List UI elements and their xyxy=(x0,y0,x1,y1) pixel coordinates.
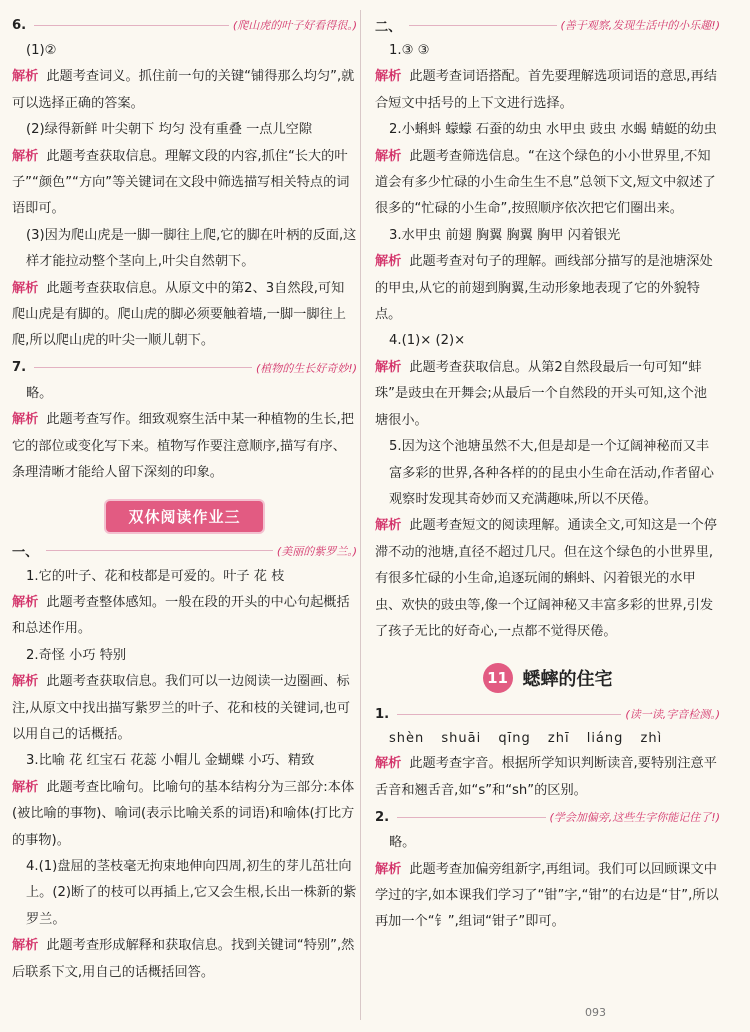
analysis-label: 解析 xyxy=(12,779,39,795)
question-hint: (读一读,字音检测。) xyxy=(625,708,720,722)
column-divider xyxy=(360,10,361,1020)
section-1-header xyxy=(12,538,357,564)
question-number: 1. xyxy=(375,706,390,722)
analysis-paragraph: 解析 此题考查对句子的理解。画线部分描写的是池塘深处的甲虫,从它的前翅到胸翼,生动形象地表现了它的外貌特点。 xyxy=(375,254,713,323)
question-7-header xyxy=(12,355,357,381)
analysis-label: 解析 xyxy=(375,148,402,164)
answer-text: 1.它的叶子、花和枝都是可爱的。叶子 花 枝 xyxy=(26,568,285,584)
analysis-paragraph: 解析 此题考查短文的阅读理解。通读全文,可知这是一个停滞不动的池塘,直径不超过几尺。但在这个绿色的小世界里,有很多忙碌的小生命,追逐玩闹的蝌蚪、闪着银光的水甲虫、欢快的豉虫等,像一个辽阔神秘又丰富多彩的世界,引发了孩子无比的好奇心,一点都不觉得厌倦。 xyxy=(375,518,717,639)
section-hint: (美丽的紫罗兰。) xyxy=(276,544,357,558)
answer-text: 5.因为这个池塘虽然不大,但是却是一个辽阔神秘而又丰富多彩的世界,各种各样的的昆虫小生命在活动,作者留心观察时发现其奇妙而又充满趣味,所以不厌倦。 xyxy=(389,439,714,507)
section-2-header xyxy=(375,12,720,38)
answer-text: 4.(1)盘屈的茎枝毫无拘束地伸向四周,初生的芽儿茁壮向上。(2)断了的枝可以再插上,它又会生根,长出一株新的紫罗兰。 xyxy=(26,858,357,927)
analysis-paragraph: 解析 此题考查整体感知。一般在段的开头的中心句起概括和总述作用。 xyxy=(12,594,350,637)
section-hint: (善于观察,发现生活中的小乐趣!) xyxy=(560,19,720,32)
dashed-rule xyxy=(34,25,229,26)
question-hint: (爬山虎的叶子好看得很。) xyxy=(232,19,357,32)
dashed-rule xyxy=(397,817,545,818)
question-hint: (学会加偏旁,这些生字你能记住了!) xyxy=(549,811,720,825)
analysis-label: 解析 xyxy=(12,412,39,428)
pinyin-item: zhī xyxy=(547,731,570,747)
analysis-label: 解析 xyxy=(375,861,402,877)
question-2-header xyxy=(375,804,720,830)
dashed-rule xyxy=(46,550,273,551)
analysis-paragraph: 解析 此题考查写作。细致观察生活中某一种植物的生长,把它的部位或变化写下来。植物写作要注意顺序,描写有序、条理清晰才能给人留下深刻的印象。 xyxy=(12,412,354,481)
question-1-header xyxy=(375,701,720,727)
analysis-paragraph: 解析 此题考查筛选信息。“在这个绿色的小小世界里,不知道会有多少忙碌的小生命生生不息”总领下文,短文中叙述了很多的“忙碌的小生命”,按照顺序依次把它们圈出来。 xyxy=(375,148,716,217)
answer-text: 略。 xyxy=(26,385,53,401)
analysis-label: 解析 xyxy=(375,756,402,772)
lesson-number-badge: 11 xyxy=(483,663,513,693)
pinyin-item: liáng xyxy=(586,731,624,747)
analysis-paragraph: 解析 此题考查比喻句。比喻句的基本结构分为三部分:本体(被比喻的事物)、喻词(表示比喻关系的词语)和喻体(打比方的事物)。 xyxy=(12,779,355,848)
section-banner: 双休阅读作业三 xyxy=(106,501,262,532)
analysis-label: 解析 xyxy=(12,674,39,690)
analysis-label: 解析 xyxy=(12,594,39,610)
pinyin-item: qīng xyxy=(498,731,531,747)
section-banner-wrap xyxy=(12,501,357,532)
dashed-rule xyxy=(34,367,252,368)
answer-text: (1)② xyxy=(26,43,57,58)
pinyin-item: shuāi xyxy=(441,731,482,747)
answer-text: 略。 xyxy=(389,835,416,851)
lesson-title: 蟋蟀的住宅 xyxy=(522,669,613,691)
analysis-label: 解析 xyxy=(375,69,402,85)
section-number: 一、 xyxy=(12,545,39,560)
analysis-paragraph: 解析 此题考查形成解释和获取信息。找到关键词“特别”,然后联系下文,用自己的话概括回答。 xyxy=(12,938,355,980)
analysis-paragraph: 解析 此题考查获取信息。从第2自然段最后一句可知“蚌珠”是豉虫在开舞会;从最后一个自然段的开头可知,这个池塘很小。 xyxy=(375,359,707,428)
analysis-label: 解析 xyxy=(375,359,402,375)
analysis-paragraph: 解析 此题考查加偏旁组新字,再组词。我们可以回顾课文中学过的字,如本课我们学习了“钳”字,“钳”的右边是“甘”,所以再加一个“钅”,组词“钳子”即可。 xyxy=(375,861,719,930)
lesson-heading xyxy=(375,663,720,693)
pinyin-answers xyxy=(375,727,720,751)
answer-text: 2.奇怪 小巧 特别 xyxy=(26,647,127,663)
analysis-paragraph: 解析 此题考查字音。根据所学知识判断读音,要特别注意平舌音和翘舌音,如“s”和“sh”的区别。 xyxy=(375,756,717,798)
question-6-header xyxy=(12,12,357,38)
answer-text: 4.(1)× (2)× xyxy=(389,333,466,349)
analysis-label: 解析 xyxy=(12,148,39,164)
answer-text: (3)因为爬山虎是一脚一脚往上爬,它的脚在叶柄的反面,这样才能拉动整个茎向上,叶尖自然朝下。 xyxy=(26,227,357,270)
answer-text: (2)绿得新鲜 叶尖朝下 均匀 没有重叠 一点儿空隙 xyxy=(26,122,313,138)
analysis-paragraph: 解析 此题考查获取信息。理解文段的内容,抓住“长大的叶子”“颜色”“方向”等关键词在文段中筛选描写相关特点的词语即可。 xyxy=(12,148,350,217)
analysis-label: 解析 xyxy=(12,938,39,954)
section-number: 二、 xyxy=(375,19,402,35)
analysis-paragraph: 解析 此题考查词义。抓住前一句的关键“铺得那么均匀”,就可以选择正确的答案。 xyxy=(12,69,355,111)
analysis-paragraph: 解析 此题考查获取信息。我们可以一边阅读一边圈画、标注,从原文中找出描写紫罗兰的叶子、花和枝的关键词,也可以用自己的话概括。 xyxy=(12,674,351,742)
page-number: 093 xyxy=(585,1006,606,1019)
left-column xyxy=(12,12,357,986)
answer-text: 2.小蝌蚪 蠓蠓 石蚕的幼虫 水甲虫 豉虫 水蝎 蜻蜓的幼虫 xyxy=(389,122,717,138)
pinyin-item: shèn xyxy=(389,731,425,747)
question-number: 7. xyxy=(12,360,27,376)
answer-text: 1.③ ③ xyxy=(389,43,430,58)
question-number: 6. xyxy=(12,17,27,33)
answer-text: 3.水甲虫 前翅 胸翼 胸翼 胸甲 闪着银光 xyxy=(389,227,621,243)
right-column xyxy=(375,12,720,936)
analysis-label: 解析 xyxy=(12,280,39,296)
analysis-paragraph: 解析 此题考查词语搭配。首先要理解选项词语的意思,再结合短文中括号的上下文进行选择。 xyxy=(375,69,717,111)
question-number: 2. xyxy=(375,809,390,825)
question-hint: (植物的生长好奇妙!) xyxy=(256,361,357,375)
analysis-label: 解析 xyxy=(12,69,39,85)
analysis-paragraph: 解析 此题考查获取信息。从原文中的第2、3自然段,可知爬山虎是有脚的。爬山虎的脚必须要触着墙,一脚一脚往上爬,所以爬山虎的叶尖一顺儿朝下。 xyxy=(12,280,346,349)
dashed-rule xyxy=(397,714,621,715)
answer-text: 3.比喻 花 红宝石 花蕊 小帽儿 金蝴蝶 小巧、精致 xyxy=(26,753,315,769)
analysis-label: 解析 xyxy=(375,518,402,534)
pinyin-item: zhì xyxy=(640,731,663,747)
dashed-rule xyxy=(409,25,556,26)
analysis-label: 解析 xyxy=(375,254,402,270)
